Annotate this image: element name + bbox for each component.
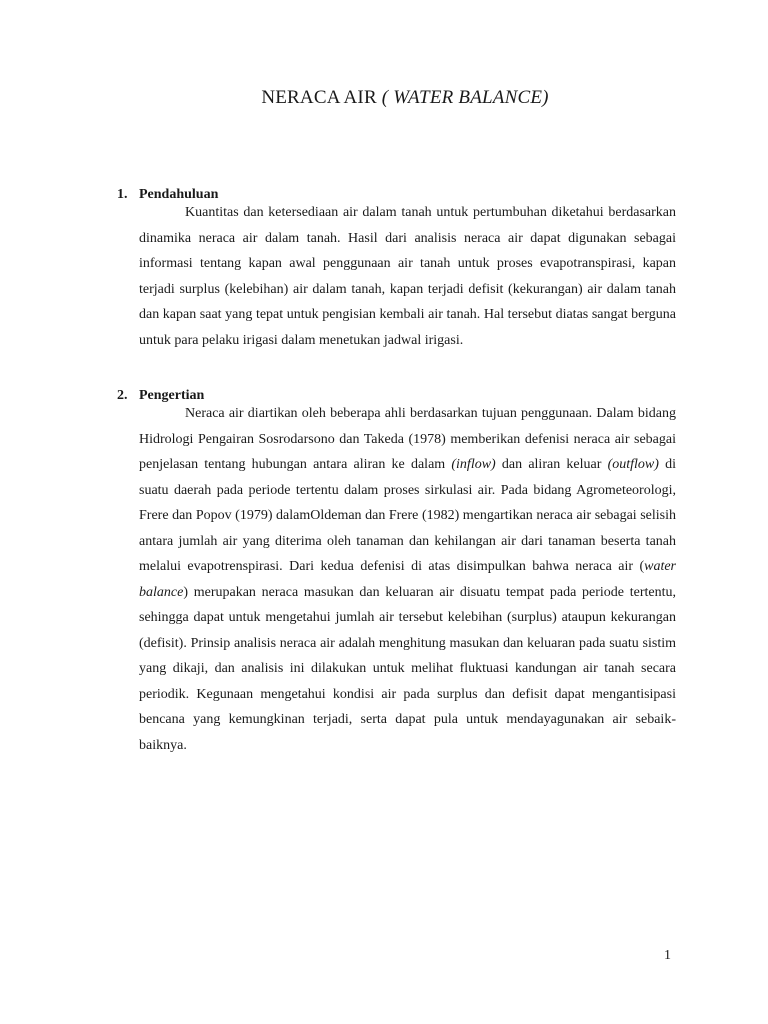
section-pengertian: [117, 388, 676, 758]
paragraph-text: ) merupakan neraca masukan dan keluaran air disuatu tempat pada periode tertentu, sehingga dapat untuk mengetahui jumlah air tersebut kelebihan (surplus) ataupun kekurangan (defisit). Prinsip analisis neraca air adalah menghitung masukan dan keluaran pada suatu sistim yang dikaji, dan analisis ini dilakukan untuk melihat fluktuasi kandungan air tanah secara periodik. Kegunaan mengetahui kondisi air pada surplus dan defisit dapat mengantisipasi bencana yang kemungkinan terjadi, serta dapat pula untuk mendayagunakan air sebaik-baiknya.: [139, 584, 676, 753]
section-paragraph: Kuantitas dan ketersediaan air dalam tanah untuk pertumbuhan diketahui berdasarkan dinamika neraca air dalam tanah. Hasil dari analisis neraca air dapat digunakan sebagai informasi tentang kapan awal penggunaan air tanah untuk proses evapotranspirasi, kapan terjadi surplus (kelebihan) air dalam tanah, kapan terjadi defisit (kekurangan) air dalam tanah dan kapan saat yang tepat untuk pengisian kembali air tanah. Hal tersebut diatas sangat berguna untuk para pelaku irigasi dalam menetukan jadwal irigasi.: [139, 205, 676, 348]
section-title: Pengertian: [139, 388, 205, 403]
title-main: NERACA AIR: [261, 87, 382, 108]
paragraph-text: dan aliran keluar: [495, 457, 608, 472]
document-title: [0, 87, 768, 109]
page-number: 1: [664, 948, 671, 963]
section-pendahuluan: [117, 187, 676, 353]
paragraph-text: Neraca air diartikan oleh beberapa ahli berdasarkan tujuan penggunaan. Dalam bidang Hidrologi Pengairan Sosrodarsono dan Takeda (1978) memberikan defenisi neraca air sebagai penjelasan tentang hubungan antara aliran ke dalam: [139, 406, 676, 472]
section-number: 1.: [117, 187, 128, 202]
inflow-term: (inflow): [451, 457, 496, 472]
section-number: 2.: [117, 388, 128, 403]
paragraph-text: di suatu daerah pada periode tertentu dalam proses sirkulasi air. Pada bidang Agrometeorologi, Frere dan Popov (1979) dalamOldeman dan Frere (1982) mengartikan neraca air sebagai selisih antara jumlah air yang diterima oleh tanaman dan kehilangan air dari tanaman beserta tanah melalui evapotrenspirasi. Dari kedua defenisi di atas disimpulkan bahwa neraca air (: [139, 457, 677, 574]
water-balance-term: water balance: [139, 559, 676, 600]
title-italic: ( WATER BALANCE): [381, 87, 549, 108]
outflow-term: (outflow): [607, 457, 659, 472]
section-title: Pendahuluan: [139, 187, 219, 202]
section-paragraph: [117, 401, 676, 758]
